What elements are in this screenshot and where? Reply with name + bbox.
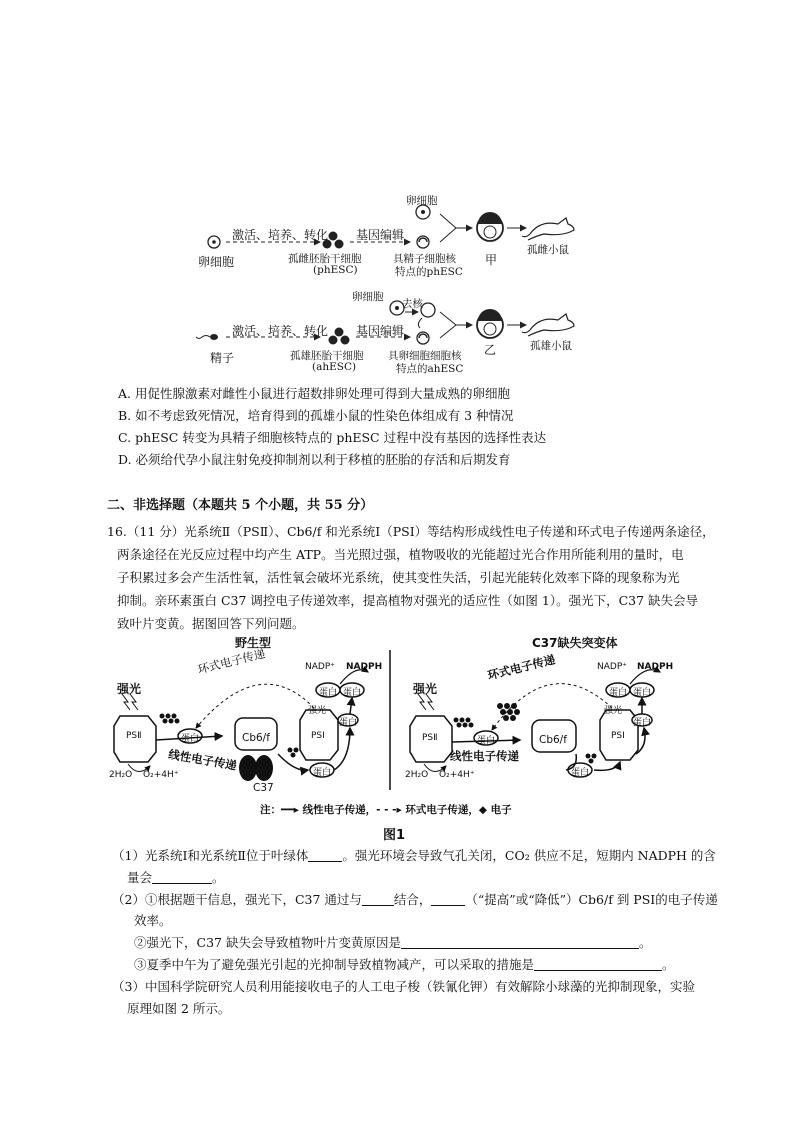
phesc-label: 孤雌胚胎干细胞 [288, 253, 362, 265]
left-psi-label: PSⅠ [311, 731, 325, 741]
row1-edited-label-1: 具精子细胞核 [393, 253, 456, 265]
q1-text-b: 。强光环境会导致气孔关闭，CO₂ 供应不足，短期内 NADPH 的含 [342, 848, 716, 863]
q3-line-2: 原理如图 2 所示。 [127, 1001, 231, 1016]
row2-gene-edit-label: 基因编辑 [356, 324, 405, 338]
right-nadp-label: NADP⁺ [597, 662, 627, 672]
right-protein-label-1: 蛋白 [477, 736, 496, 746]
row1-edited-cell-icon [417, 236, 429, 248]
q2-text-a: （2）①根据题干信息，强光下，C37 通过与 [112, 892, 362, 907]
left-psii-label: PSⅡ [126, 731, 142, 741]
right-electron-cluster [497, 703, 520, 721]
row1-step1-label: 激活、培养、转化 [232, 228, 329, 242]
fig1-right-title: C37缺失突变体 [532, 636, 618, 650]
q1-text-c: 量会 [127, 870, 153, 885]
q1-text-a: （1）光系统Ⅰ和光系统Ⅱ位于叶绿体 [112, 848, 309, 863]
option-d: D. 必须给代孕小鼠注射免疫抑制剂以利于移植的胚胎的存活和后期发育 [118, 452, 511, 467]
left-oxygen-label: O₂+4H⁺ [143, 770, 179, 780]
figure1-legend: 注：━━▸ 线性电子传递，- - -▸ 环式电子传递，◆ 电子 [260, 804, 512, 816]
q2-line-1 [112, 890, 718, 908]
left-protein-label-2: 蛋白 [313, 768, 332, 778]
sperm-label: 精子 [210, 351, 235, 365]
phesc-abbr-label: (phESC) [313, 264, 358, 276]
right-linear-label: 线性电子传递 [450, 749, 519, 763]
option-b: B. 如不考虑致死情况，培育得到的孤雄小鼠的性染色体组成有 3 种情况 [118, 408, 514, 423]
c37-label: C37 [253, 782, 274, 794]
ahesc-label: 孤雄胚胎干细胞 [290, 350, 364, 362]
q2-text-g: ③夏季中午为了避免强光引起的光抑制导致植物减产，可以采取的措施是 [134, 957, 535, 972]
right-small-light-label: 强光 [604, 706, 623, 716]
q2-line-2: 效率。 [134, 913, 172, 928]
q1-text-d: 。 [212, 870, 225, 885]
q16-line-3: 子积累过多会产生活性氧，活性氧会破坏光系统，使其变性失活，引起光能转化效率下降的现象称为光 [117, 570, 680, 585]
option-c: C. phESC 转变为具精子细胞核特点的 phESC 过程中没有基因的选择性表达 [118, 430, 547, 445]
row1-gene-edit-label: 基因编辑 [356, 228, 405, 242]
row2-edited-cell-icon [417, 332, 429, 344]
right-protein-label-4: 蛋白 [633, 688, 652, 698]
q2-text-b: 结合， [393, 892, 432, 907]
q2-blank-1[interactable] [362, 893, 394, 906]
left-protein-label-5: 蛋白 [339, 718, 358, 728]
right-cyclic-label: 环式电子传递 [486, 652, 557, 683]
embryo-yi-label: 乙 [484, 343, 497, 357]
row1-egg-cell-label: 卵细胞 [198, 255, 235, 269]
figure1-caption: 图1 [383, 828, 406, 843]
androgenetic-mouse-label: 孤雄小鼠 [530, 340, 572, 352]
enucleated-egg-icon [421, 303, 435, 317]
q2-text-h: 。 [662, 957, 675, 972]
row1-edited-label-2: 特点的phESC [395, 266, 463, 278]
q16-line-4: 抑制。亲环素蛋白 C37 调控电子传递效率，提高植物对强光的适应性（如图 1）。强光下，C37 缺失会导 [117, 593, 699, 608]
option-a: A. 用促性腺激素对雌性小鼠进行超数排卵处理可得到大量成熟的卵细胞 [118, 386, 510, 401]
left-cyclic-label: 环式电子传递 [196, 646, 267, 677]
section-title: 二、非选择题（本题共 5 个小题，共 55 分） [107, 498, 374, 513]
right-cb6f-label: Cb6/f [539, 734, 567, 746]
row2-stem-cell-cluster-icon [329, 328, 350, 345]
right-nadph-label: NADPH [637, 662, 674, 672]
q2-blank-2[interactable] [431, 893, 465, 906]
q2-text-f: 。 [638, 935, 652, 950]
row2-edited-label-1: 具卵细胞细胞核 [388, 350, 462, 362]
q1-blank-2[interactable] [152, 871, 212, 884]
right-oxygen-label: O₂+4H⁺ [439, 770, 475, 780]
left-strong-light-label: 强光 [117, 682, 142, 696]
right-psi-label: PSⅠ [611, 731, 625, 741]
right-protein-label-5: 蛋白 [633, 718, 652, 728]
left-protein-label-3: 蛋白 [319, 688, 338, 698]
right-strong-light-label: 强光 [413, 682, 438, 696]
q16-line-1: 16.（11 分）光系统Ⅱ（PSⅡ）、Cb6/f 和光系统Ⅰ（PSⅠ）等结构形成线性电子传递和环式电子传递两条途径， [107, 524, 715, 539]
left-protein-label-1: 蛋白 [181, 734, 200, 744]
q2-line-3 [134, 933, 651, 951]
right-water-label: 2H₂O [405, 770, 429, 780]
left-nadph-label: NADPH [346, 662, 383, 672]
left-linear-label: 线性电子传递 [167, 746, 238, 773]
q1-blank-1[interactable] [308, 849, 342, 862]
enucleate-label: 去核 [402, 298, 423, 310]
row1-mouse-icon [522, 218, 574, 240]
q1-line-1 [112, 846, 716, 864]
left-cb6f-label: Cb6/f [242, 732, 270, 744]
q2-text-e: ②强光下，C37 缺失会导致植物叶片变黄原因是 [134, 935, 401, 950]
figure1-diagram [100, 650, 700, 800]
row2-egg-cell-label: 卵细胞 [352, 291, 384, 303]
row1-egg-cell2-label: 卵细胞 [406, 195, 438, 207]
q16-line-5: 致叶片变黄。据图回答下列问题。 [117, 616, 305, 631]
right-protein-label-2: 蛋白 [571, 768, 590, 778]
q2-line-4 [134, 955, 675, 973]
row2-embryo-icon [477, 309, 503, 338]
row1-embryo-icon [477, 212, 503, 241]
left-c37-icon [239, 755, 273, 781]
left-small-light-label: 强光 [308, 706, 327, 716]
q2-blank-4[interactable] [534, 958, 662, 971]
q1-line-2 [127, 868, 225, 886]
ahesc-abbr-label: (ahESC) [312, 361, 357, 373]
row2-mouse-icon [522, 314, 574, 336]
left-protein-label-4: 蛋白 [343, 688, 362, 698]
row2-edited-label-2: 特点的ahESC [396, 363, 464, 375]
embryo-jia-label: 甲 [485, 253, 498, 267]
right-protein-label-3: 蛋白 [609, 688, 628, 698]
left-water-label: 2H₂O [109, 770, 133, 780]
q16-line-2: 两条途径在光反应过程中均产生 ATP。当光照过强，植物吸收的光能超过光合作用所能利用的量时，电 [117, 547, 684, 562]
row2-step1-label: 激活、培养、转化 [232, 324, 329, 338]
row1-egg-cell-icon [208, 236, 220, 248]
parthenogenetic-mouse-label: 孤雌小鼠 [527, 244, 569, 256]
q2-blank-3[interactable] [401, 936, 639, 949]
sperm-icon [196, 334, 218, 340]
q2-text-c: （“提高”或“降低”）Cb6/f 到 PSⅠ的电子传递 [465, 892, 718, 907]
left-nadp-label: NADP⁺ [305, 662, 335, 672]
fig1-left-title: 野生型 [235, 636, 272, 650]
q3-line-1: （3）中国科学院研究人员利用能接收电子的人工电子梭（铁氰化钾）有效解除小球藻的光抑制现象，实验 [112, 979, 695, 994]
right-psii-label: PSⅡ [422, 733, 438, 743]
